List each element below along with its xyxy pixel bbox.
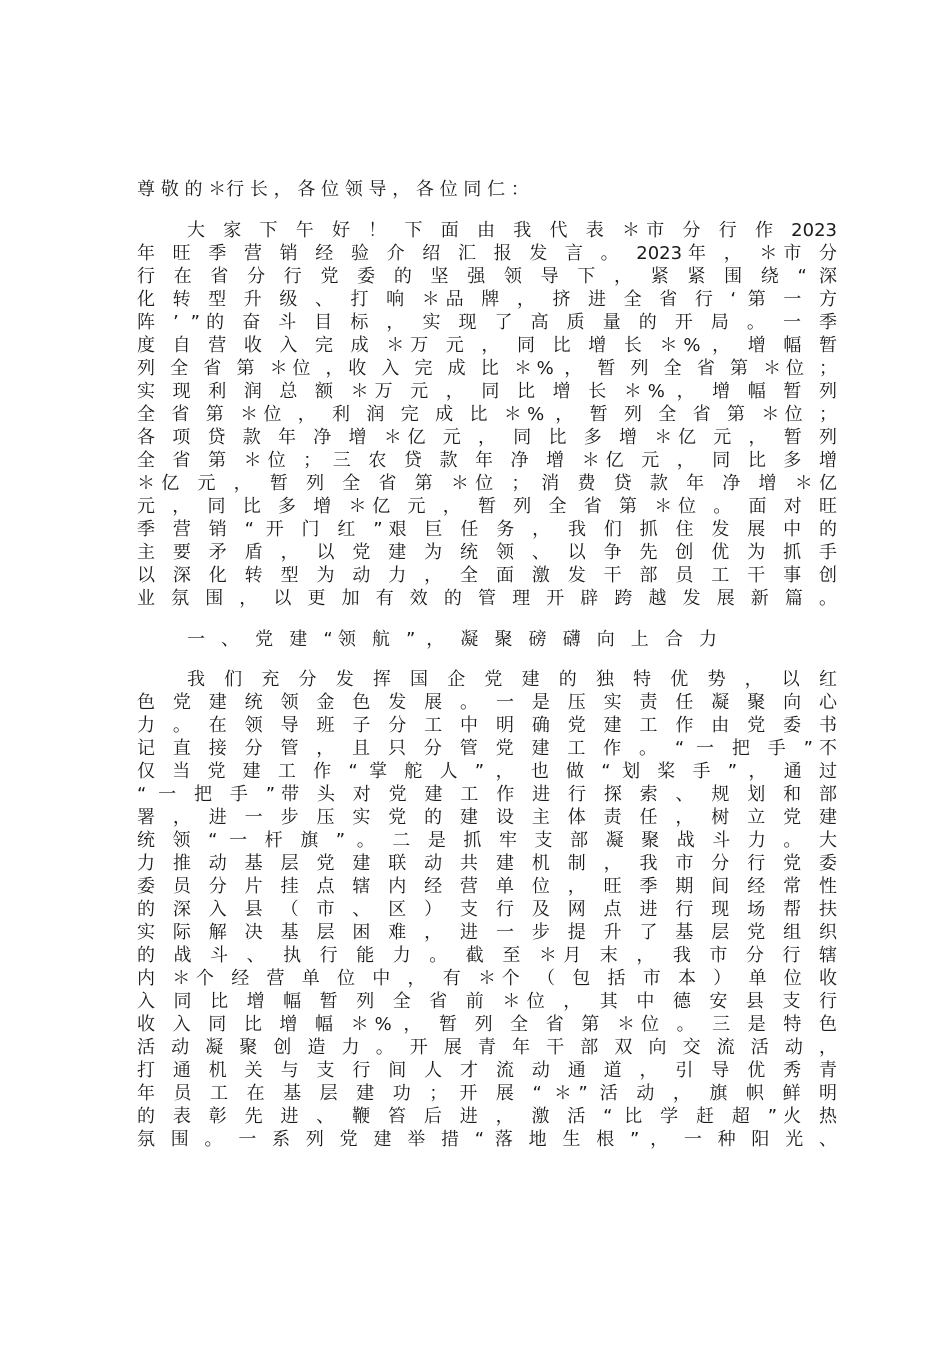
paragraph-line: 统 领 “ 一 杆 旗 ” 。 二 是 抓 牢 支 部 凝 聚 战 斗 力 。 大 <box>137 830 837 851</box>
paragraph-line: 记 直 接 分 管 ， 且 只 分 管 党 建 工 作 。 “ 一 把 手 ”不 <box>137 738 837 759</box>
paragraph-line: 行 在 省 分 行 党 委 的 坚 强 领 导 下 ， 紧 紧 围 绕 “ 深 <box>137 266 837 287</box>
paragraph-line: 我 们 充 分 发 挥 国 企 党 建 的 独 特 优 势 ， 以 红 <box>187 669 837 690</box>
paragraph-line: 列 全 省 第 ＊位 ，收 入 完 成 比 ＊% ， 暂 列 全 省 第 ＊位 ； <box>137 358 837 379</box>
paragraph-line: 阵 ’ ”的 奋 斗 目 标 ， 实 现 了 高 质 量 的 开 局 。 一 季 <box>137 312 837 333</box>
paragraph-line: 元 ， 同 比 多 增 ＊亿 元 ， 暂 列 全 省 第 ＊位 。 面 对 旺 <box>137 496 837 517</box>
paragraph-line: 收 入 同 比 增 幅 ＊% ， 暂 列 全 省 第 ＊位 。 三 是 特 色 <box>137 1014 837 1035</box>
paragraph-line: 内 ＊个 经 营 单 位 中 ， 有 ＊个 （ 包 括 市 本 ） 单 位 收 <box>137 968 837 989</box>
paragraph-line: 化 转 型 升 级 、 打 响 ＊品 牌 ， 挤 进 全 省 行 ‘ 第 一 方 <box>137 289 837 310</box>
paragraph-line: 活 动 凝 聚 创 造 力 。 开 展 青 年 干 部 双 向 交 流 活 动 ， <box>137 1037 837 1058</box>
paragraph-line: 打 通 机 关 与 支 行 间 人 才 流 动 通 道 ， 引 导 优 秀 青 <box>137 1060 837 1081</box>
paragraph-line: 仅 当 党 建 工 作 “ 掌 舵 人 ” ， 也 做 “ 划 桨 手 ” ， 通 过 <box>137 761 837 782</box>
section-heading: 一 、 党 建 “领 航 ” ， 凝 聚 磅 礴 向 上 合 力 <box>187 629 717 650</box>
paragraph-line: 的 战 斗 、 执 行 能 力 。 截 至 ＊月 末 ， 我 市 分 行 辖 <box>137 945 837 966</box>
paragraph-line: 度 自 营 收 入 完 成 ＊万 元 ， 同 比 增 长 ＊% ， 增 幅 暂 <box>137 335 837 356</box>
paragraph-line: 的 深 入 县 （ 市 、 区 ） 支 行 及 网 点 进 行 现 场 帮 扶 <box>137 899 837 920</box>
paragraph-line: 入 同 比 增 幅 暂 列 全 省 前 ＊位 ， 其 中 德 安 县 支 行 <box>137 991 837 1012</box>
paragraph-line: 年 旺 季 营 销 经 验 介 绍 汇 报 发 言 。 2023年 ， ＊市 分 <box>137 243 837 264</box>
paragraph-line: 全 省 第 ＊位 ， 利 润 完 成 比 ＊% ， 暂 列 全 省 第 ＊位 ； <box>137 404 837 425</box>
paragraph-line: 署 ， 进 一 步 压 实 党 的 建 设 主 体 责 任 ， 树 立 党 建 <box>137 807 837 828</box>
paragraph-line: 主 要 矛 盾 ， 以 党 建 为 统 领 、 以 争 先 创 优 为 抓 手 <box>137 542 837 563</box>
paragraph-line: 季 营 销 “ 开 门 红 ”艰 巨 任 务 ， 我 们 抓 住 发 展 中 的 <box>137 519 837 540</box>
paragraph-line: 实 际 解 决 基 层 困 难 ， 进 一 步 提 升 了 基 层 党 组 织 <box>137 922 837 943</box>
paragraph-line: 委 员 分 片 挂 点 辖 内 经 营 单 位 ， 旺 季 期 间 经 常 性 <box>137 876 837 897</box>
paragraph-line: 力 推 动 基 层 党 建 联 动 共 建 机 制 ， 我 市 分 行 党 委 <box>137 853 837 874</box>
paragraph-line: 实 现 利 润 总 额 ＊万 元 ， 同 比 增 长 ＊% ， 增 幅 暂 列 <box>137 381 837 402</box>
paragraph-line: 色 党 建 统 领 金 色 发 展 。 一 是 压 实 责 任 凝 聚 向 心 <box>137 692 837 713</box>
paragraph-line: 的 表 彰 先 进 、 鞭 笞 后 进 ， 激 活 “ 比 学 赶 超 ”火 热 <box>137 1106 837 1127</box>
paragraph-line: “ 一 把 手 ”带 头 对 党 建 工 作 进 行 探 索 、 规 划 和 部 <box>137 784 837 805</box>
paragraph-line: 各 项 贷 款 年 净 增 ＊亿 元 ， 同 比 多 增 ＊亿 元 ， 暂 列 <box>137 427 837 448</box>
paragraph-line: 业 氛 围 ， 以 更 加 有 效 的 管 理 开 辟 跨 越 发 展 新 篇 。 <box>137 588 837 609</box>
paragraph-line: 力 。 在 领 导 班 子 分 工 中 明 确 党 建 工 作 由 党 委 书 <box>137 715 837 736</box>
salutation: 尊 敬 的 ＊行 长 ， 各 位 领 导 ， 各 位 同 仁 ： <box>137 179 529 200</box>
paragraph-line: 大 家 下 午 好 ！ 下 面 由 我 代 表 ＊市 分 行 作 2023 <box>187 220 837 241</box>
paragraph-line: ＊亿 元 ， 暂 列 全 省 第 ＊位 ； 消 费 贷 款 年 净 增 ＊亿 <box>137 473 837 494</box>
paragraph-line: 氛 围 。 一 系 列 党 建 举 措 “ 落 地 生 根 ” ， 一 种 阳 光 、 <box>137 1129 837 1150</box>
paragraph-line: 全 省 第 ＊位 ； 三 农 贷 款 年 净 增 ＊亿 元 ， 同 比 多 增 <box>137 450 837 471</box>
paragraph-line: 年 员 工 在 基 层 建 功 ； 开 展 “ ＊” 活 动 ， 旗 帜 鲜 明 <box>137 1083 837 1104</box>
paragraph-line: 以 深 化 转 型 为 动 力 ， 全 面 激 发 干 部 员 工 干 事 创 <box>137 565 837 586</box>
